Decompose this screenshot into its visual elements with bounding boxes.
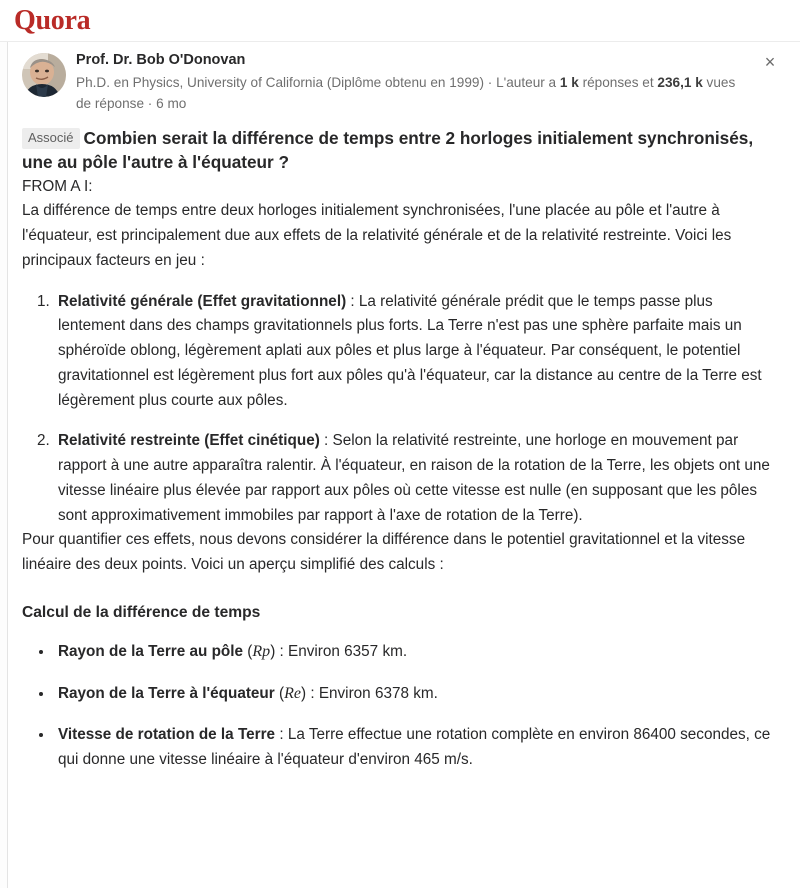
bullet-list	[22, 639, 779, 772]
list-item	[54, 681, 779, 707]
list-item	[54, 723, 779, 773]
list-item-title: Relativité restreinte (Effet cinétique)	[58, 432, 320, 450]
list-item-body: : Selon la relativité restreinte, une horloge en mouvement par rapport à une autre apparaîtra ralentir. À l'équateur, en raison de la rotation de la Terre, les objets ont une vitesse linéaire plus élevée par rapport aux pôles où cette vitesse est nulle (en supposant que les pôles sont approximativement immobiles par rapport à l'axe de rotation de la Terre).	[58, 432, 770, 524]
author-meta	[76, 51, 786, 114]
bullet-title: Rayon de la Terre à l'équateur	[58, 685, 275, 703]
list-item-body: : La relativité générale prédit que le temps passe plus lentement dans des champs gravitationnels plus forts. La Terre n'est pas une sphère parfaite mais un sphéroïde oblong, légèrement aplati aux pôles et plus large à l'équateur. Par conséquent, le potentiel gravitationnel est légèrement plus fort aux pôles qu'à l'équateur, car la distance au centre de la Terre est légèrement plus courte aux pôles.	[58, 292, 762, 409]
bullet-math-open: (	[243, 643, 253, 661]
credentials-text-2: réponses et	[578, 74, 658, 90]
bullet-body: : La Terre effectue une rotation complète en environ 86400 secondes, ce qui donne une vitesse linéaire à l'équateur d'environ 465 m/s.	[58, 726, 771, 768]
intro-paragraph: La différence de temps entre deux horloges initialement synchronisées, l'une placée au pôle et l'autre à l'équateur, est principalement due aux effets de la relativité générale et de la relativité restreinte. Voici les principaux facteurs en jeu :	[22, 202, 732, 269]
credentials-text-1: Ph.D. en Physics, University of California (Diplôme obtenu en 1999) · L'auteur a	[76, 74, 560, 90]
list-item	[54, 639, 779, 665]
bullet-title: Rayon de la Terre au pôle	[58, 643, 244, 661]
quora-logo[interactable]: Quora	[14, 4, 91, 36]
avatar[interactable]	[22, 53, 66, 97]
list-item-title: Relativité générale (Effet gravitationnel)	[58, 292, 347, 310]
question-title[interactable]: Combien serait la différence de temps entre 2 horloges initialement synchronisés, une au pôle l'autre à l'équateur ?	[22, 127, 754, 173]
bullet-math-open: (	[274, 685, 285, 703]
top-bar	[0, 0, 800, 42]
numbered-list	[22, 290, 779, 529]
answer-count: 1 k	[559, 74, 579, 90]
author-name[interactable]: Prof. Dr. Bob O'Donovan	[76, 52, 246, 68]
bullet-body: : Environ 6378 km.	[306, 685, 438, 703]
math-symbol: Re	[284, 685, 301, 703]
math-symbol: Rp	[252, 643, 271, 661]
source-note: FROM A I:	[22, 177, 93, 195]
author-credentials	[76, 72, 752, 114]
section-subheading: Calcul de la différence de temps	[22, 604, 261, 622]
answer-card	[7, 42, 800, 888]
list-item	[54, 429, 779, 528]
answer-body	[15, 175, 786, 773]
related-badge: Associé	[22, 128, 80, 149]
bullet-title: Vitesse de rotation de la Terre	[58, 726, 276, 744]
closing-paragraph: Pour quantifier ces effets, nous devons considérer la différence dans le potentiel gravitationnel et la vitesse linéaire des deux points. Voici un aperçu simplifié des calculs :	[22, 531, 746, 574]
bullet-body: : Environ 6357 km.	[275, 643, 408, 661]
bullet-math-close: )	[270, 643, 276, 661]
author-header	[15, 42, 786, 114]
credentials-text-3: vues de réponse · 6 mo	[76, 74, 736, 111]
bullet-math-close: )	[300, 685, 307, 703]
list-item	[54, 290, 779, 414]
close-icon[interactable]: ×	[758, 50, 782, 74]
answer-card-wrapper	[0, 42, 800, 888]
question-block	[15, 114, 786, 175]
view-count: 236,1 k	[657, 74, 703, 90]
